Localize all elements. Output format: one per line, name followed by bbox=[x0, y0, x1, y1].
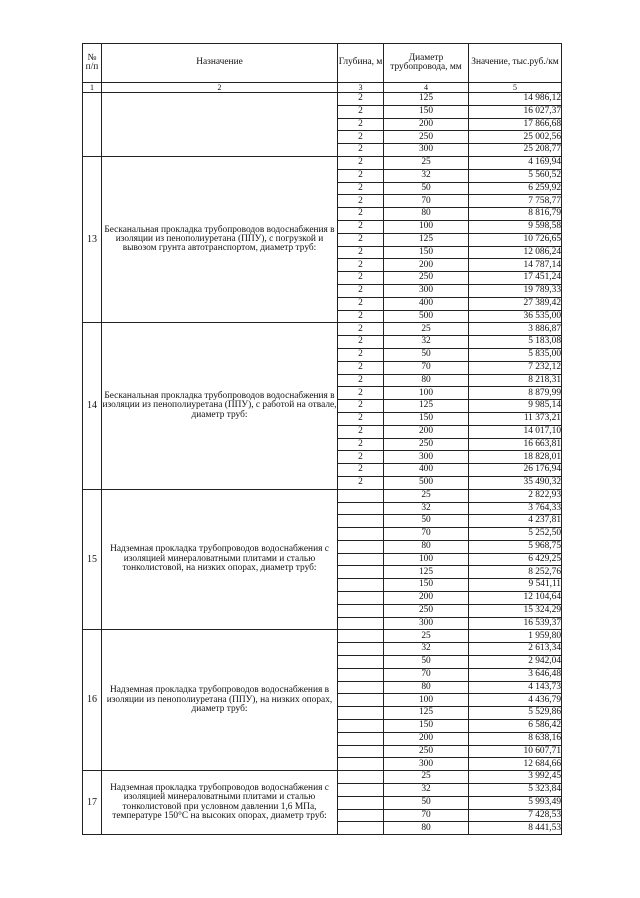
value-cell: 5 993,49 bbox=[469, 796, 562, 809]
diameter-cell: 250 bbox=[384, 745, 469, 758]
value-cell: 9 985,14 bbox=[469, 400, 562, 413]
depth-cell bbox=[338, 758, 384, 771]
diameter-cell: 250 bbox=[384, 272, 469, 285]
table-row bbox=[83, 630, 562, 643]
value-cell: 17 866,68 bbox=[469, 118, 562, 131]
depth-cell: 2 bbox=[338, 438, 384, 451]
depth-cell: 2 bbox=[338, 131, 384, 144]
value-cell: 1 959,80 bbox=[469, 630, 562, 643]
depth-cell bbox=[338, 784, 384, 797]
depth-cell bbox=[338, 566, 384, 579]
table-row bbox=[83, 156, 562, 169]
value-cell: 8 252,76 bbox=[469, 566, 562, 579]
depth-cell: 2 bbox=[338, 425, 384, 438]
table-body bbox=[83, 93, 562, 835]
col-number: 5 bbox=[469, 83, 562, 93]
depth-cell: 2 bbox=[338, 451, 384, 464]
depth-cell: 2 bbox=[338, 297, 384, 310]
value-cell: 5 560,52 bbox=[469, 169, 562, 182]
table-header-row bbox=[83, 44, 562, 83]
depth-cell: 2 bbox=[338, 105, 384, 118]
diameter-cell: 32 bbox=[384, 169, 469, 182]
value-cell: 16 027,37 bbox=[469, 105, 562, 118]
value-cell: 3 886,87 bbox=[469, 323, 562, 336]
value-cell: 15 324,29 bbox=[469, 604, 562, 617]
diameter-cell: 50 bbox=[384, 182, 469, 195]
depth-cell bbox=[338, 668, 384, 681]
diameter-cell: 500 bbox=[384, 310, 469, 323]
diameter-cell: 80 bbox=[384, 374, 469, 387]
diameter-cell: 125 bbox=[384, 233, 469, 246]
diameter-cell: 100 bbox=[384, 220, 469, 233]
depth-cell bbox=[338, 489, 384, 502]
depth-cell: 2 bbox=[338, 374, 384, 387]
item-description: Надземная прокладка трубопроводов водоснабжения с изоляцией минераловатными плитами и сталью тонколистовой, на низких опорах, диаметр труб: bbox=[102, 489, 338, 630]
value-cell: 25 208,77 bbox=[469, 144, 562, 157]
value-cell: 5 968,75 bbox=[469, 540, 562, 553]
depth-cell bbox=[338, 681, 384, 694]
value-cell: 9 598,58 bbox=[469, 220, 562, 233]
value-cell: 8 441,53 bbox=[469, 822, 562, 835]
diameter-cell: 200 bbox=[384, 732, 469, 745]
col-header-depth: Глубина, м bbox=[338, 44, 384, 83]
col-number: 1 bbox=[83, 83, 102, 93]
depth-cell bbox=[338, 707, 384, 720]
value-cell: 5 835,00 bbox=[469, 348, 562, 361]
diameter-cell: 125 bbox=[384, 707, 469, 720]
diameter-cell: 400 bbox=[384, 297, 469, 310]
depth-cell: 2 bbox=[338, 195, 384, 208]
value-cell: 35 490,32 bbox=[469, 476, 562, 489]
table-row bbox=[83, 323, 562, 336]
depth-cell: 2 bbox=[338, 169, 384, 182]
value-cell: 2 613,34 bbox=[469, 643, 562, 656]
diameter-cell: 25 bbox=[384, 156, 469, 169]
value-cell: 4 237,81 bbox=[469, 515, 562, 528]
depth-cell bbox=[338, 809, 384, 822]
diameter-cell: 200 bbox=[384, 118, 469, 131]
diameter-cell: 70 bbox=[384, 361, 469, 374]
item-description: Надземная прокладка трубопроводов водоснабжения с изоляцией минераловатными плитами и сталью тонколистовой при условном давлении 1,6 МПа, температуре 150°С на высоких опорах, диаметр труб: bbox=[102, 771, 338, 835]
item-description: Надземная прокладка трубопроводов водоснабжения в изоляции из пенополиуретана (ППУ), на низких опорах, диаметр труб: bbox=[102, 630, 338, 771]
value-cell: 19 789,33 bbox=[469, 284, 562, 297]
diameter-cell: 50 bbox=[384, 515, 469, 528]
value-cell: 36 535,00 bbox=[469, 310, 562, 323]
value-cell: 7 428,53 bbox=[469, 809, 562, 822]
value-cell: 16 663,81 bbox=[469, 438, 562, 451]
value-cell: 5 323,84 bbox=[469, 784, 562, 797]
diameter-cell: 70 bbox=[384, 668, 469, 681]
depth-cell: 2 bbox=[338, 476, 384, 489]
diameter-cell: 100 bbox=[384, 694, 469, 707]
depth-cell: 2 bbox=[338, 348, 384, 361]
value-cell: 4 436,79 bbox=[469, 694, 562, 707]
item-description: Бесканальная прокладка трубопроводов водоснабжения в изоляции из пенополиуретана (ППУ), с работой на отвале, диаметр труб: bbox=[102, 323, 338, 489]
depth-cell bbox=[338, 528, 384, 541]
value-cell: 6 259,92 bbox=[469, 182, 562, 195]
diameter-cell: 150 bbox=[384, 105, 469, 118]
value-cell: 8 879,99 bbox=[469, 387, 562, 400]
diameter-cell: 125 bbox=[384, 400, 469, 413]
diameter-cell: 150 bbox=[384, 412, 469, 425]
diameter-cell: 32 bbox=[384, 336, 469, 349]
value-cell: 8 218,31 bbox=[469, 374, 562, 387]
value-cell: 6 429,25 bbox=[469, 553, 562, 566]
diameter-cell: 150 bbox=[384, 720, 469, 733]
value-cell: 7 232,12 bbox=[469, 361, 562, 374]
depth-cell: 2 bbox=[338, 233, 384, 246]
depth-cell: 2 bbox=[338, 310, 384, 323]
diameter-cell: 25 bbox=[384, 771, 469, 784]
diameter-cell: 25 bbox=[384, 630, 469, 643]
depth-cell: 2 bbox=[338, 387, 384, 400]
depth-cell bbox=[338, 796, 384, 809]
depth-cell bbox=[338, 732, 384, 745]
table-row bbox=[83, 489, 562, 502]
value-cell: 10 726,65 bbox=[469, 233, 562, 246]
diameter-cell: 100 bbox=[384, 553, 469, 566]
diameter-cell: 50 bbox=[384, 796, 469, 809]
depth-cell bbox=[338, 745, 384, 758]
value-cell: 7 758,77 bbox=[469, 195, 562, 208]
diameter-cell: 200 bbox=[384, 592, 469, 605]
diameter-cell: 200 bbox=[384, 259, 469, 272]
diameter-cell: 250 bbox=[384, 438, 469, 451]
col-header-value: Значение, тыс.руб./км bbox=[469, 44, 562, 83]
diameter-cell: 125 bbox=[384, 566, 469, 579]
diameter-cell: 80 bbox=[384, 822, 469, 835]
depth-cell bbox=[338, 643, 384, 656]
depth-cell bbox=[338, 822, 384, 835]
diameter-cell: 80 bbox=[384, 681, 469, 694]
value-cell: 3 646,48 bbox=[469, 668, 562, 681]
diameter-cell: 50 bbox=[384, 348, 469, 361]
depth-cell bbox=[338, 579, 384, 592]
depth-cell bbox=[338, 515, 384, 528]
diameter-cell: 80 bbox=[384, 208, 469, 221]
value-cell: 5 183,08 bbox=[469, 336, 562, 349]
value-cell: 2 822,93 bbox=[469, 489, 562, 502]
item-number: 16 bbox=[83, 630, 102, 771]
value-cell: 6 586,42 bbox=[469, 720, 562, 733]
depth-cell: 2 bbox=[338, 220, 384, 233]
item-number: 13 bbox=[83, 156, 102, 322]
value-cell: 3 992,45 bbox=[469, 771, 562, 784]
depth-cell bbox=[338, 630, 384, 643]
depth-cell bbox=[338, 656, 384, 669]
value-cell: 16 539,37 bbox=[469, 617, 562, 630]
value-cell: 9 541,11 bbox=[469, 579, 562, 592]
col-number: 3 bbox=[338, 83, 384, 93]
diameter-cell: 80 bbox=[384, 540, 469, 553]
depth-cell bbox=[338, 720, 384, 733]
diameter-cell: 250 bbox=[384, 131, 469, 144]
value-cell: 17 451,24 bbox=[469, 272, 562, 285]
diameter-cell: 70 bbox=[384, 809, 469, 822]
depth-cell bbox=[338, 617, 384, 630]
depth-cell bbox=[338, 502, 384, 515]
depth-cell: 2 bbox=[338, 400, 384, 413]
depth-cell: 2 bbox=[338, 246, 384, 259]
depth-cell: 2 bbox=[338, 144, 384, 157]
depth-cell: 2 bbox=[338, 323, 384, 336]
depth-cell: 2 bbox=[338, 272, 384, 285]
item-number: 14 bbox=[83, 323, 102, 489]
depth-cell: 2 bbox=[338, 259, 384, 272]
item-description: Бесканальная прокладка трубопроводов водоснабжения в изоляции из пенополиуретана (ППУ), с погрузкой и вывозом грунта автотранспортом, диаметр труб: bbox=[102, 156, 338, 322]
depth-cell: 2 bbox=[338, 361, 384, 374]
diameter-cell: 150 bbox=[384, 246, 469, 259]
diameter-cell: 300 bbox=[384, 451, 469, 464]
diameter-cell: 32 bbox=[384, 784, 469, 797]
depth-cell bbox=[338, 553, 384, 566]
col-header-name: Назначение bbox=[102, 44, 338, 83]
item-number: 17 bbox=[83, 771, 102, 835]
depth-cell: 2 bbox=[338, 118, 384, 131]
value-cell: 27 389,42 bbox=[469, 297, 562, 310]
diameter-cell: 25 bbox=[384, 489, 469, 502]
table-row bbox=[83, 771, 562, 784]
col-header-diameter: Диаметр трубопровода, мм bbox=[384, 44, 469, 83]
diameter-cell: 32 bbox=[384, 502, 469, 515]
diameter-cell: 300 bbox=[384, 284, 469, 297]
diameter-cell: 300 bbox=[384, 617, 469, 630]
value-cell: 12 104,64 bbox=[469, 592, 562, 605]
col-number: 2 bbox=[102, 83, 338, 93]
depth-cell: 2 bbox=[338, 93, 384, 106]
depth-cell: 2 bbox=[338, 156, 384, 169]
value-cell: 25 002,56 bbox=[469, 131, 562, 144]
depth-cell bbox=[338, 604, 384, 617]
diameter-cell: 100 bbox=[384, 387, 469, 400]
value-cell: 12 086,24 bbox=[469, 246, 562, 259]
depth-cell bbox=[338, 592, 384, 605]
value-cell: 18 828,01 bbox=[469, 451, 562, 464]
value-cell: 14 017,10 bbox=[469, 425, 562, 438]
value-cell: 2 942,04 bbox=[469, 656, 562, 669]
item-description bbox=[102, 93, 338, 157]
depth-cell bbox=[338, 694, 384, 707]
depth-cell: 2 bbox=[338, 336, 384, 349]
diameter-cell: 70 bbox=[384, 528, 469, 541]
diameter-cell: 125 bbox=[384, 93, 469, 106]
item-number: 15 bbox=[83, 489, 102, 630]
item-number bbox=[83, 93, 102, 157]
depth-cell: 2 bbox=[338, 412, 384, 425]
depth-cell: 2 bbox=[338, 464, 384, 477]
depth-cell: 2 bbox=[338, 208, 384, 221]
diameter-cell: 500 bbox=[384, 476, 469, 489]
depth-cell bbox=[338, 540, 384, 553]
diameter-cell: 70 bbox=[384, 195, 469, 208]
value-cell: 3 764,33 bbox=[469, 502, 562, 515]
value-cell: 14 787,14 bbox=[469, 259, 562, 272]
diameter-cell: 250 bbox=[384, 604, 469, 617]
diameter-cell: 25 bbox=[384, 323, 469, 336]
value-cell: 8 816,79 bbox=[469, 208, 562, 221]
diameter-cell: 150 bbox=[384, 579, 469, 592]
value-cell: 14 986,12 bbox=[469, 93, 562, 106]
value-cell: 10 607,71 bbox=[469, 745, 562, 758]
depth-cell: 2 bbox=[338, 284, 384, 297]
depth-cell bbox=[338, 771, 384, 784]
diameter-cell: 300 bbox=[384, 758, 469, 771]
diameter-cell: 200 bbox=[384, 425, 469, 438]
value-cell: 12 684,66 bbox=[469, 758, 562, 771]
value-cell: 4 143,73 bbox=[469, 681, 562, 694]
value-cell: 4 169,94 bbox=[469, 156, 562, 169]
value-cell: 11 373,21 bbox=[469, 412, 562, 425]
diameter-cell: 32 bbox=[384, 643, 469, 656]
diameter-cell: 300 bbox=[384, 144, 469, 157]
column-number-row bbox=[83, 83, 562, 93]
diameter-cell: 400 bbox=[384, 464, 469, 477]
col-header-np: № п/п bbox=[83, 44, 102, 83]
diameter-cell: 50 bbox=[384, 656, 469, 669]
price-table bbox=[82, 43, 562, 835]
value-cell: 8 638,16 bbox=[469, 732, 562, 745]
col-number: 4 bbox=[384, 83, 469, 93]
value-cell: 5 529,86 bbox=[469, 707, 562, 720]
table-row bbox=[83, 93, 562, 106]
depth-cell: 2 bbox=[338, 182, 384, 195]
value-cell: 5 252,50 bbox=[469, 528, 562, 541]
value-cell: 26 176,94 bbox=[469, 464, 562, 477]
